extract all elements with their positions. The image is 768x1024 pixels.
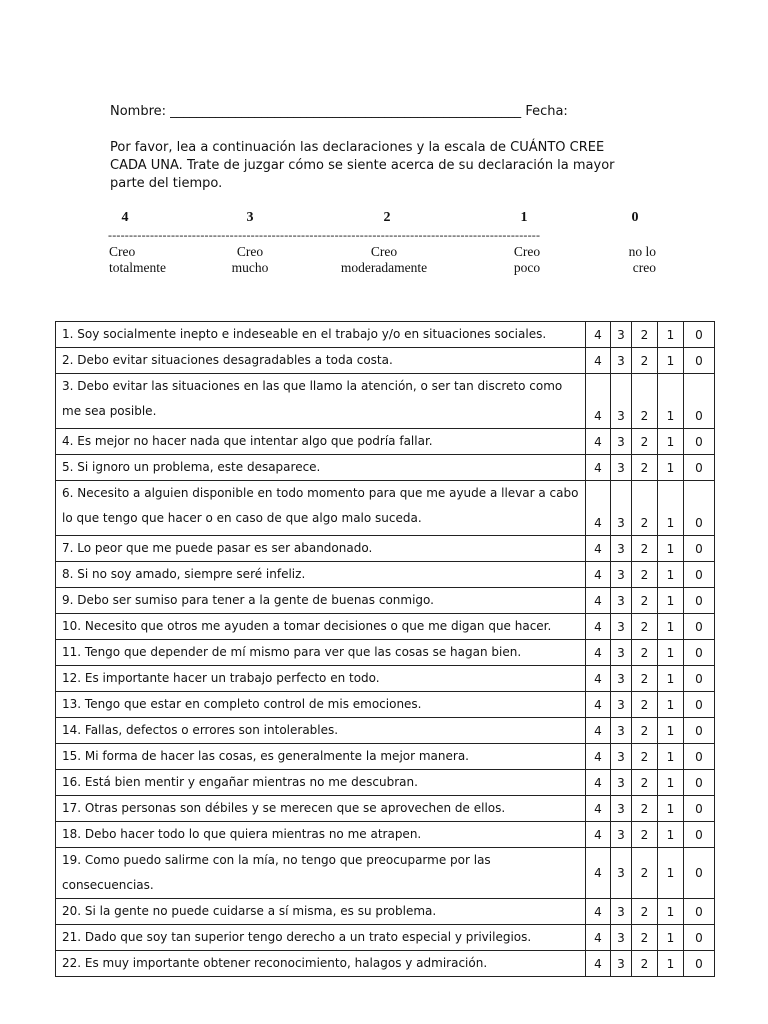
statement-row <box>56 744 715 770</box>
rating-option[interactable]: 0 <box>684 322 715 348</box>
statement-row <box>56 848 715 899</box>
rating-option[interactable]: 4 <box>586 666 611 692</box>
statement-text: 13. Tengo que estar en completo control de mis emociones. <box>56 692 586 718</box>
rating-option[interactable]: 0 <box>684 562 715 588</box>
rating-option[interactable]: 2 <box>632 822 658 848</box>
statement-text: 18. Debo hacer todo lo que quiera mientras no me atrapen. <box>56 822 586 848</box>
rating-option[interactable]: 2 <box>632 374 658 429</box>
rating-option[interactable]: 2 <box>632 481 658 536</box>
rating-option[interactable]: 3 <box>611 770 632 796</box>
rating-option[interactable]: 0 <box>684 348 715 374</box>
statements-table <box>55 321 715 977</box>
rating-option[interactable]: 3 <box>611 455 632 481</box>
rating-option[interactable]: 1 <box>658 481 684 536</box>
rating-option[interactable]: 4 <box>586 718 611 744</box>
statement-text: 12. Es importante hacer un trabajo perfecto en todo. <box>56 666 586 692</box>
statement-row <box>56 692 715 718</box>
rating-option[interactable]: 2 <box>632 848 658 899</box>
rating-option[interactable]: 4 <box>586 374 611 429</box>
rating-option[interactable]: 3 <box>611 848 632 899</box>
rating-option[interactable]: 1 <box>658 588 684 614</box>
rating-option[interactable]: 2 <box>632 899 658 925</box>
rating-option[interactable]: 2 <box>632 562 658 588</box>
scale-number: 4 <box>121 210 129 225</box>
scale-label-2: Creo moderadamente <box>340 244 428 275</box>
rating-option[interactable]: 2 <box>632 614 658 640</box>
rating-option[interactable]: 1 <box>658 692 684 718</box>
rating-option[interactable]: 4 <box>586 796 611 822</box>
rating-option[interactable]: 0 <box>684 796 715 822</box>
rating-option[interactable]: 4 <box>586 770 611 796</box>
date-label: Fecha: <box>525 104 568 119</box>
rating-option[interactable]: 0 <box>684 822 715 848</box>
name-label: Nombre: <box>110 104 167 119</box>
scale-label-4: Creo totalmente <box>109 244 166 275</box>
rating-option[interactable]: 3 <box>611 640 632 666</box>
statement-row <box>56 481 715 536</box>
rating-option[interactable]: 4 <box>586 455 611 481</box>
rating-option[interactable]: 4 <box>586 348 611 374</box>
statement-text: 10. Necesito que otros me ayuden a tomar decisiones o que me digan que hacer. <box>56 614 586 640</box>
rating-option[interactable]: 2 <box>632 588 658 614</box>
rating-option[interactable]: 4 <box>586 951 611 977</box>
scale-number: 3 <box>246 210 254 225</box>
statement-row <box>56 322 715 348</box>
rating-option[interactable]: 4 <box>586 822 611 848</box>
rating-option[interactable]: 0 <box>684 718 715 744</box>
statement-text: 14. Fallas, defectos o errores son intolerables. <box>56 718 586 744</box>
scale-number: 2 <box>383 210 391 225</box>
statement-row <box>56 718 715 744</box>
statement-text: 1. Soy socialmente inepto e indeseable en el trabajo y/o en situaciones sociales. <box>56 322 586 348</box>
statement-text: 20. Si la gente no puede cuidarse a sí misma, es su problema. <box>56 899 586 925</box>
rating-option[interactable]: 1 <box>658 536 684 562</box>
scale-label-0: no lo creo <box>628 244 656 275</box>
statement-text: 3. Debo evitar las situaciones en las que llamo la atención, o ser tan discreto como me sea posible. <box>56 374 586 429</box>
rating-option[interactable]: 1 <box>658 899 684 925</box>
rating-option[interactable]: 3 <box>611 348 632 374</box>
rating-option[interactable]: 3 <box>611 429 632 455</box>
rating-option[interactable]: 4 <box>586 562 611 588</box>
rating-option[interactable]: 4 <box>586 614 611 640</box>
rating-option[interactable]: 1 <box>658 348 684 374</box>
rating-option[interactable]: 0 <box>684 588 715 614</box>
rating-option[interactable]: 0 <box>684 951 715 977</box>
statement-text: 11. Tengo que depender de mí mismo para ver que las cosas se hagan bien. <box>56 640 586 666</box>
rating-option[interactable]: 3 <box>611 796 632 822</box>
statement-text: 22. Es muy importante obtener reconocimiento, halagos y admiración. <box>56 951 586 977</box>
rating-option[interactable]: 0 <box>684 374 715 429</box>
rating-option[interactable]: 2 <box>632 718 658 744</box>
rating-option[interactable]: 2 <box>632 796 658 822</box>
rating-option[interactable]: 0 <box>684 744 715 770</box>
rating-option[interactable]: 2 <box>632 348 658 374</box>
rating-option[interactable]: 3 <box>611 899 632 925</box>
statement-text: 15. Mi forma de hacer las cosas, es generalmente la mejor manera. <box>56 744 586 770</box>
rating-option[interactable]: 1 <box>658 718 684 744</box>
rating-option[interactable]: 2 <box>632 692 658 718</box>
rating-option[interactable]: 2 <box>632 536 658 562</box>
statement-row <box>56 429 715 455</box>
rating-option[interactable]: 2 <box>632 925 658 951</box>
statement-text: 19. Como puedo salirme con la mía, no tengo que preocuparme por las consecuencias. <box>56 848 586 899</box>
rating-option[interactable]: 1 <box>658 925 684 951</box>
rating-option[interactable]: 4 <box>586 692 611 718</box>
rating-option[interactable]: 2 <box>632 455 658 481</box>
name-field[interactable]: ______________________________________________________ <box>170 104 522 119</box>
rating-option[interactable]: 3 <box>611 951 632 977</box>
rating-option[interactable]: 3 <box>611 562 632 588</box>
statement-text: 5. Si ignoro un problema, este desaparece. <box>56 455 586 481</box>
rating-option[interactable]: 1 <box>658 614 684 640</box>
rating-option[interactable]: 4 <box>586 899 611 925</box>
rating-option[interactable]: 1 <box>658 429 684 455</box>
rating-option[interactable]: 4 <box>586 536 611 562</box>
rating-option[interactable]: 2 <box>632 770 658 796</box>
rating-option[interactable]: 3 <box>611 481 632 536</box>
rating-option[interactable]: 2 <box>632 322 658 348</box>
statement-row <box>56 614 715 640</box>
statement-text: 17. Otras personas son débiles y se merecen que se aprovechen de ellos. <box>56 796 586 822</box>
rating-option[interactable]: 1 <box>658 770 684 796</box>
rating-option[interactable]: 3 <box>611 614 632 640</box>
statement-text: 16. Está bien mentir y engañar mientras no me descubran. <box>56 770 586 796</box>
statement-row <box>56 899 715 925</box>
instructions-paragraph: Por favor, lea a continuación las declaraciones y la escala de CUÁNTO CREE CADA UNA. Trate de juzgar cómo se siente acerca de su declaración la mayor parte del tiempo. <box>110 140 615 191</box>
rating-option[interactable]: 1 <box>658 455 684 481</box>
rating-option[interactable]: 0 <box>684 848 715 899</box>
rating-option[interactable]: 2 <box>632 744 658 770</box>
scale-label-3: Creo mucho <box>231 244 269 275</box>
statement-row <box>56 951 715 977</box>
rating-option[interactable]: 1 <box>658 374 684 429</box>
rating-option[interactable]: 4 <box>586 640 611 666</box>
rating-option[interactable]: 2 <box>632 951 658 977</box>
rating-option[interactable]: 3 <box>611 588 632 614</box>
rating-option[interactable]: 1 <box>658 666 684 692</box>
statement-text: 9. Debo ser sumiso para tener a la gente de buenas conmigo. <box>56 588 586 614</box>
rating-option[interactable]: 3 <box>611 692 632 718</box>
statement-text: 6. Necesito a alguien disponible en todo momento para que me ayude a llevar a cabo lo que tengo que hacer o en caso de que algo malo suceda. <box>56 481 586 536</box>
scale-divider: ------------------------------------------------------------------------------------------------------- <box>108 228 541 242</box>
rating-option[interactable]: 3 <box>611 322 632 348</box>
rating-option[interactable]: 1 <box>658 951 684 977</box>
rating-option[interactable]: 3 <box>611 925 632 951</box>
name-date-line <box>110 104 568 119</box>
rating-option[interactable]: 0 <box>684 614 715 640</box>
statement-row <box>56 455 715 481</box>
rating-option[interactable]: 1 <box>658 640 684 666</box>
scale-number: 1 <box>520 210 528 225</box>
statement-row <box>56 925 715 951</box>
rating-option[interactable]: 1 <box>658 796 684 822</box>
rating-option[interactable]: 4 <box>586 925 611 951</box>
rating-option[interactable]: 0 <box>684 692 715 718</box>
rating-option[interactable]: 3 <box>611 718 632 744</box>
rating-option[interactable]: 1 <box>658 322 684 348</box>
rating-option[interactable]: 1 <box>658 562 684 588</box>
statement-text: 7. Lo peor que me puede pasar es ser abandonado. <box>56 536 586 562</box>
statement-row <box>56 536 715 562</box>
rating-option[interactable]: 0 <box>684 925 715 951</box>
statement-row <box>56 374 715 429</box>
rating-option[interactable]: 3 <box>611 822 632 848</box>
rating-option[interactable]: 4 <box>586 481 611 536</box>
statement-row <box>56 348 715 374</box>
rating-option[interactable]: 0 <box>684 455 715 481</box>
rating-option[interactable]: 4 <box>586 744 611 770</box>
rating-option[interactable]: 3 <box>611 666 632 692</box>
scale-number: 0 <box>631 210 639 225</box>
statement-text: 2. Debo evitar situaciones desagradables a toda costa. <box>56 348 586 374</box>
rating-option[interactable]: 4 <box>586 588 611 614</box>
rating-option[interactable]: 4 <box>586 848 611 899</box>
rating-option[interactable]: 0 <box>684 899 715 925</box>
rating-option[interactable]: 4 <box>586 429 611 455</box>
rating-option[interactable]: 4 <box>586 322 611 348</box>
rating-option[interactable]: 1 <box>658 822 684 848</box>
rating-option[interactable]: 2 <box>632 640 658 666</box>
statement-row <box>56 640 715 666</box>
scale-label-1: Creo poco <box>513 244 541 275</box>
rating-option[interactable]: 3 <box>611 744 632 770</box>
statement-row <box>56 770 715 796</box>
rating-option[interactable]: 0 <box>684 666 715 692</box>
statement-text: 8. Si no soy amado, siempre seré infeliz. <box>56 562 586 588</box>
statement-text: 21. Dado que soy tan superior tengo derecho a un trato especial y privilegios. <box>56 925 586 951</box>
statement-row <box>56 796 715 822</box>
rating-option[interactable]: 3 <box>611 536 632 562</box>
rating-option[interactable]: 0 <box>684 536 715 562</box>
rating-option[interactable]: 3 <box>611 374 632 429</box>
statement-row <box>56 588 715 614</box>
statement-row <box>56 562 715 588</box>
rating-option[interactable]: 0 <box>684 770 715 796</box>
rating-option[interactable]: 0 <box>684 640 715 666</box>
statement-row <box>56 822 715 848</box>
rating-option[interactable]: 1 <box>658 848 684 899</box>
rating-option[interactable]: 2 <box>632 429 658 455</box>
rating-option[interactable]: 0 <box>684 481 715 536</box>
statement-row <box>56 666 715 692</box>
rating-option[interactable]: 1 <box>658 744 684 770</box>
rating-option[interactable]: 0 <box>684 429 715 455</box>
rating-option[interactable]: 2 <box>632 666 658 692</box>
statement-text: 4. Es mejor no hacer nada que intentar algo que podría fallar. <box>56 429 586 455</box>
rating-scale <box>108 210 658 280</box>
